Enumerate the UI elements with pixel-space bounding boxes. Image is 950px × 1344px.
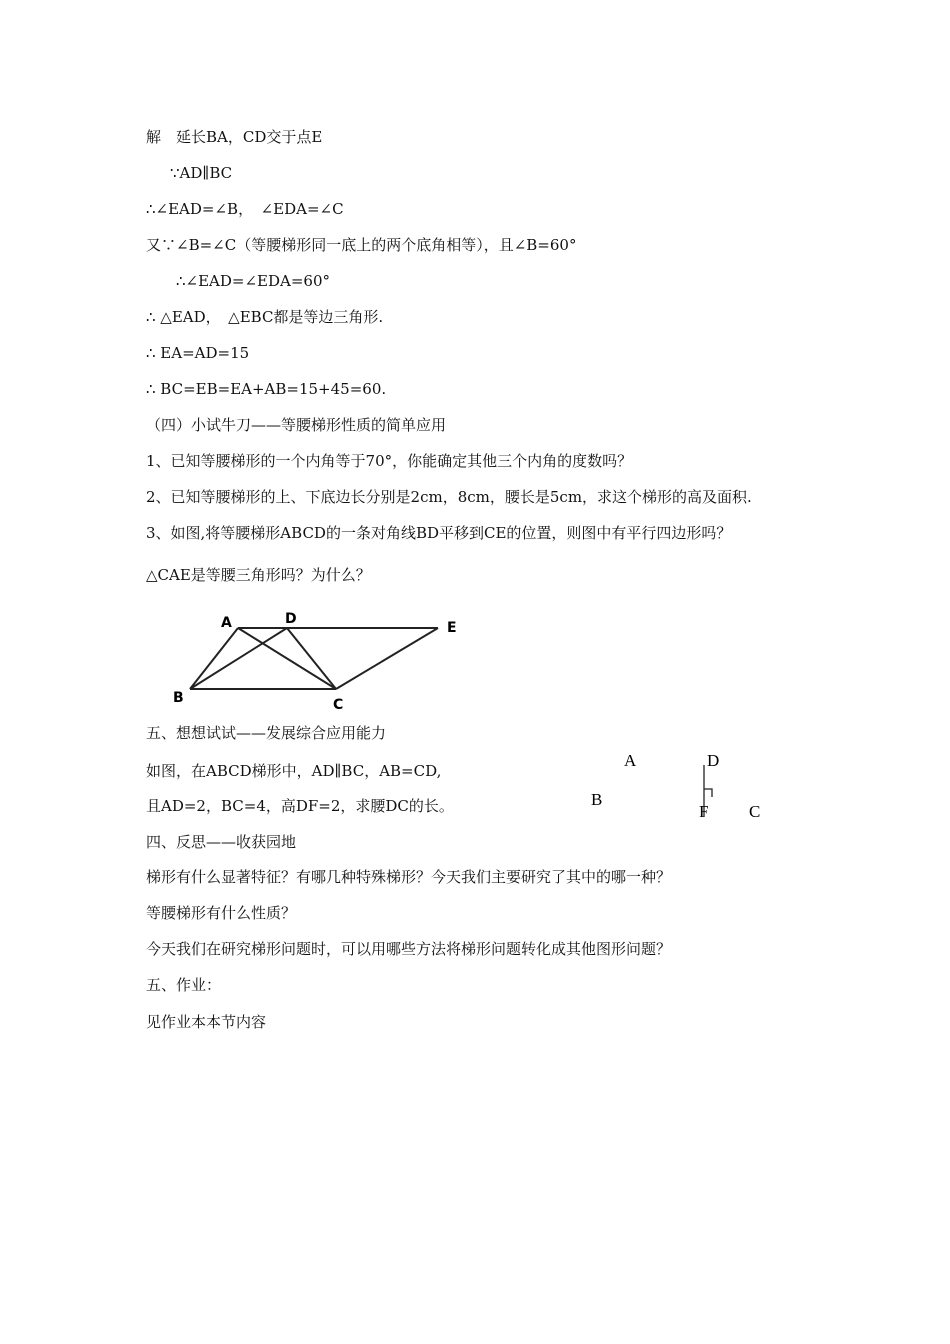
label-d: D (707, 751, 720, 770)
label-a: A (624, 751, 637, 770)
problem-line-1: 如图，在ABCD梯形中，AD∥BC，AB=CD, (146, 762, 442, 780)
exercise-3-followup: △CAE是等腰三角形吗？为什么？ (146, 566, 371, 584)
figure-1-svg (168, 605, 468, 715)
segment-ac (238, 628, 336, 689)
solution-line-1: 解 延长BA，CD交于点E (146, 128, 323, 146)
label-b: B (591, 790, 603, 809)
section-heading-5: 五、想想试试——发展综合应用能力 (146, 724, 387, 742)
exercise-2: 2、已知等腰梯形的上、下底边长分别是2cm，8cm，腰长是5cm，求这个梯形的高及面积. (146, 488, 752, 506)
label-c: C (749, 802, 761, 821)
section-heading-homework: 五、作业： (146, 976, 222, 994)
label-d: D (285, 611, 297, 627)
segment-cd (287, 628, 336, 689)
label-e: E (447, 620, 457, 636)
right-angle-mark (704, 789, 712, 797)
solution-line-3: ∴∠EAD=∠B， ∠EDA=∠C (146, 200, 344, 218)
problem-line-2: 且AD=2，BC=4，高DF=2，求腰DC的长。 (146, 797, 454, 815)
segment-ba (190, 628, 238, 689)
segment-bd (190, 628, 287, 689)
reflection-question-1: 梯形有什么显著特征？有哪几种特殊梯形？今天我们主要研究了其中的哪一种？ (146, 868, 672, 886)
solution-line-5: ∴∠EAD=∠EDA=60° (176, 272, 331, 290)
figure-trapezoid-translation (168, 605, 468, 715)
section-heading-4: （四）小试牛刀——等腰梯形性质的简单应用 (146, 416, 447, 434)
reflection-question-2: 等腰梯形有什么性质？ (146, 904, 297, 922)
solution-line-6: ∴ △EAD， △EBC都是等边三角形. (146, 308, 384, 326)
label-c: C (333, 697, 344, 713)
figure-2-svg (585, 745, 775, 830)
solution-line-2: ∵AD∥BC (170, 164, 233, 182)
reflection-question-3: 今天我们在研究梯形问题时，可以用哪些方法将梯形问题转化成其他图形问题？ (146, 940, 672, 958)
label-f: F (699, 802, 709, 821)
solution-line-4: 又∵∠B=∠C（等腰梯形同一底上的两个底角相等），且∠B=60° (146, 236, 577, 254)
exercise-1: 1、已知等腰梯形的一个内角等于70°，你能确定其他三个内角的度数吗？ (146, 452, 633, 470)
label-a: A (221, 615, 232, 631)
label-b: B (173, 690, 184, 706)
figure-trapezoid-height (585, 745, 775, 830)
segment-ce (336, 628, 438, 689)
solution-line-7: ∴ EA=AD=15 (146, 344, 250, 362)
section-heading-reflection: 四、反思——收获园地 (146, 833, 297, 851)
exercise-3: 3、如图,将等腰梯形ABCD的一条对角线BD平移到CE的位置，则图中有平行四边形吗？ (146, 524, 732, 542)
homework-text: 见作业本本节内容 (146, 1013, 267, 1031)
solution-line-8: ∴ BC=EB=EA+AB=15+45=60. (146, 380, 387, 398)
